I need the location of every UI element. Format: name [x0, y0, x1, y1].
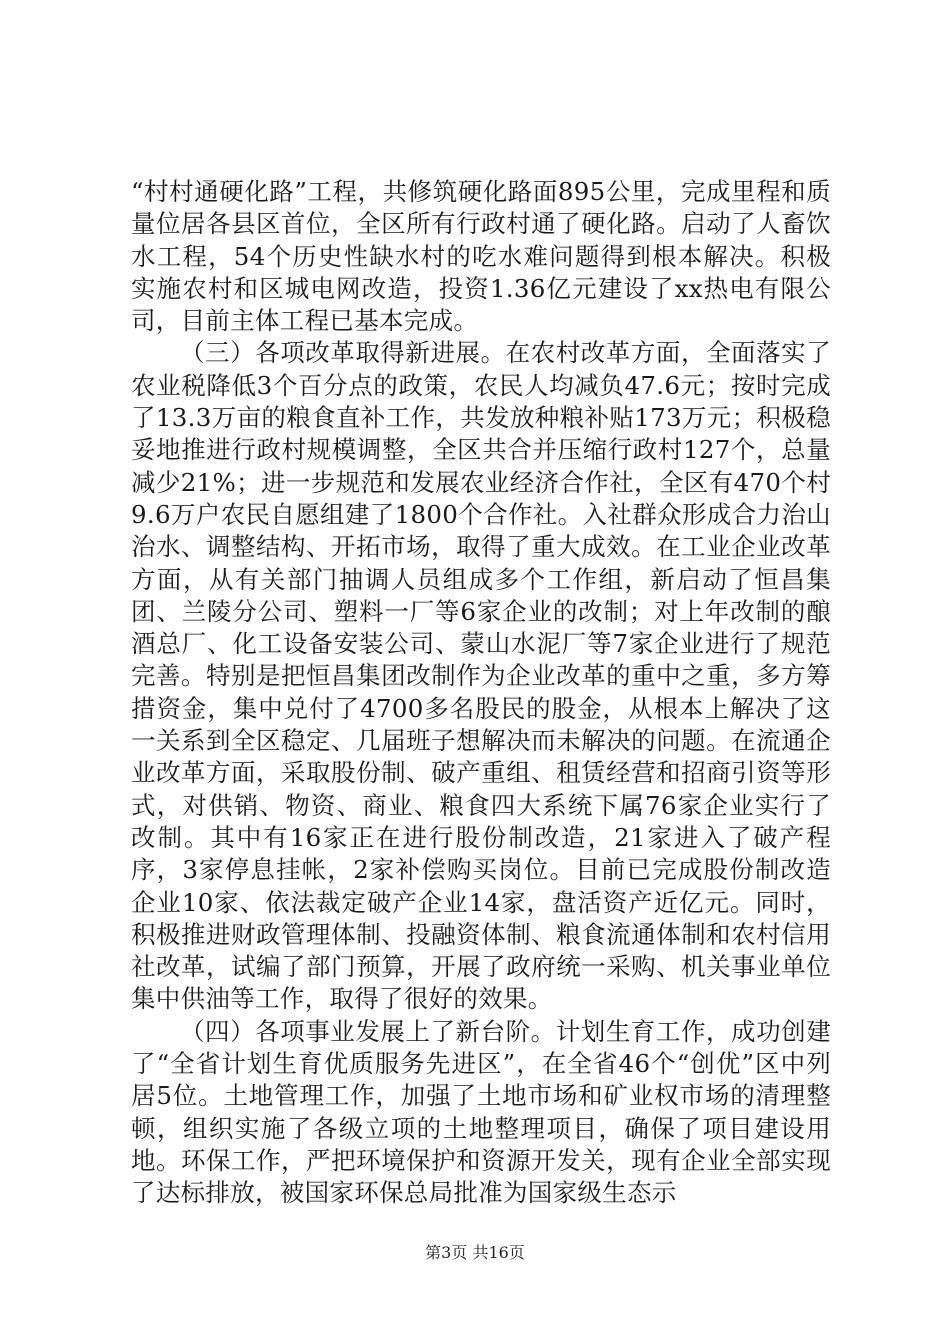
document-body	[131, 176, 831, 1210]
paragraph-undertakings: （四）各项事业发展上了新台阶。计划生育工作，成功创建了“全省计划生育优质服务先进区”，在全省46个“创优”区中列居5位。土地管理工作，加强了土地市场和矿业权市场的清理整顿，组织实施了各级立项的土地整理项目，确保了项目建设用地。环保工作，严把环境保护和资源开发关，现有企业全部实现了达标排放，被国家环保总局批准为国家级生态示	[131, 1016, 831, 1208]
paragraph-reform-progress: （三）各项改革取得新进展。在农村改革方面，全面落实了农业税降低3个百分点的政策，农民人均减负47.6元；按时完成了13.3万亩的粮食直补工作，共发放种粮补贴173万元；积极稳妥地推进行政村规模调整，全区共合并压缩行政村127个，总量减少21%；进一步规范和发展农业经济合作社，全区有470个村9.6万户农民自愿组建了1800个合作社。入社群众形成合力治山治水、调整结构、开拓市场，取得了重大成效。在工业企业改革方面，从有关部门抽调人员组成多个工作组，新启动了恒昌集团、兰陵分公司、塑料一厂等6家企业的改制；对上年改制的酿酒总厂、化工设备安装公司、蒙山水泥厂等7家企业进行了规范完善。特别是把恒昌集团改制作为企业改革的重中之重，多方筹措资金，集中兑付了4700多名股民的股金，从根本上解决了这一关系到全区稳定、几届班子想解决而未解决的问题。在流通企业改革方面，采取股份制、破产重组、租赁经营和招商引资等形式，对供销、物资、商业、粮食四大系统下属76家企业实行了改制。其中有16家正在进行股份制改造，21家进入了破产程序，3家停息挂帐，2家补偿购买岗位。目前已完成股份制改造企业10家、依法裁定破产企业14家，盘活资产近亿元。同时，积极推进财政管理体制、投融资体制、粮食流通体制和农村信用社改革，试编了部门预算，开展了政府统一采购、机关事业单位集中供油等工作，取得了很好的效果。	[131, 338, 831, 1014]
page-number-footer: 第3页 共16页	[425, 1243, 525, 1262]
paragraph-infrastructure: “村村通硬化路”工程，共修筑硬化路面895公里，完成里程和质量位居各县区首位，全区所有行政村通了硬化路。启动了人畜饮水工程，54个历史性缺水村的吃水难问题得到根本解决。积极实施农村和区城电网改造，投资1.36亿元建设了xx热电有限公司，目前主体工程已基本完成。	[131, 177, 831, 336]
